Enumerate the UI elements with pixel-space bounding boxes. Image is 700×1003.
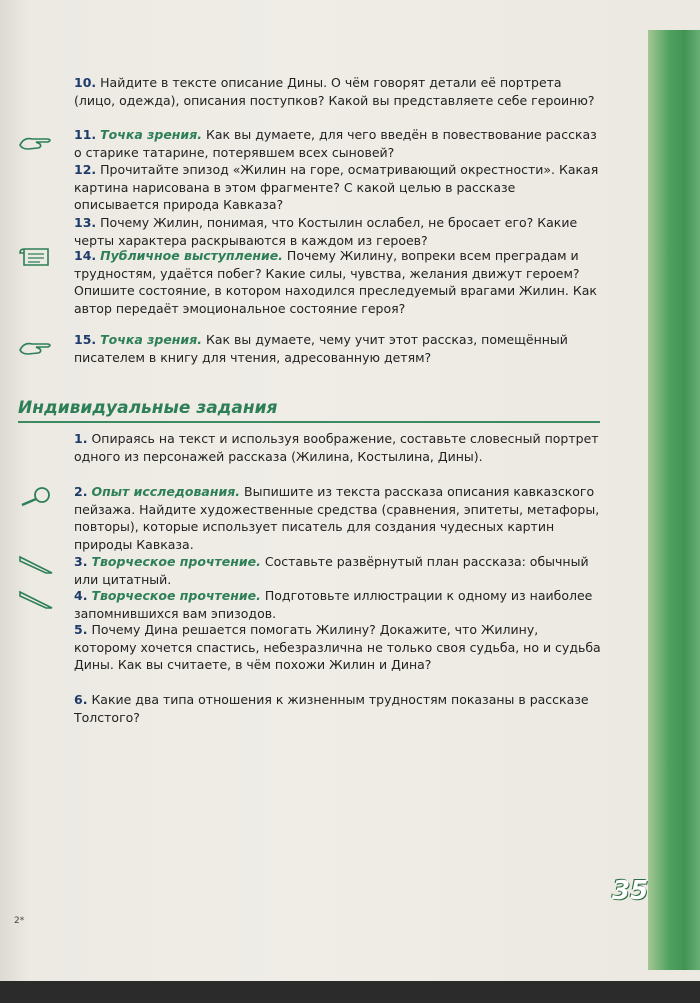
task-4: 4. Творческое прочтение. Подготовьте иллюстрации к одному из наиболее запомнившихся вам эпизодов.: [74, 588, 593, 621]
magnifier-icon: [18, 485, 54, 507]
task-6: 6. Какие два типа отношения к жизненным трудностям показаны в рассказе Толстого?: [74, 692, 589, 725]
question-14: 14. Публичное выступление. Почему Жилину, вопреки всем преградам и трудностям, удаётся побег? Какие силы, чувства, желания движут героем? Опишите состояние, в котором находился преследуемый врагами Жилин. Как автор передаёт эмоциональное состояние героя?: [74, 248, 597, 316]
section-divider: [18, 421, 600, 423]
task-1: 1. Опираясь на текст и используя воображение, составьте словесный портрет одного из персонажей рассказа (Жилина, Костылина, Дины).: [74, 431, 599, 464]
pencil-icon: [18, 588, 54, 610]
green-side-band: [648, 30, 700, 970]
hand-pointer-icon: [18, 336, 54, 358]
question-12: 12. Прочитайте эпизод «Жилин на горе, осматривающий окрестности». Какая картина нарисована в этом фрагменте? С какой целью в рассказе описывается природа Кавказа?: [74, 162, 599, 212]
hand-pointer-icon: [18, 131, 54, 153]
task-2: 2. Опыт исследования. Выпишите из текста рассказа описания кавказского пейзажа. Найдите художественные средства (сравнения, эпитеты, метафоры, повторы), которые использует писатель для создания чудесных картин природы Кавказа.: [74, 484, 600, 552]
question-11: 11. Точка зрения. Как вы думаете, для чего введён в повествование рассказ о старике татарине, потерявшем всех сыновей?: [74, 127, 597, 160]
page-number: 35: [612, 876, 649, 906]
task-5: 5. Почему Дина решается помогать Жилину? Докажите, что Жилину, которому хочется спастись, небезразлична не только своя судьба, но и судьба Дины. Как вы считаете, в чём похожи Жилин и Дина?: [74, 622, 601, 672]
question-15: 15. Точка зрения. Как вы думаете, чему учит этот рассказ, помещённый писателем в книгу для чтения, адресованную детям?: [74, 332, 568, 365]
page-bottom-edge: [0, 981, 700, 1003]
question-10: 10. Найдите в тексте описание Дины. О чём говорят детали её портрета (лицо, одежда), описания поступков? Какой вы представляете себе героиню?: [74, 75, 595, 108]
print-signature: 2*: [14, 916, 25, 926]
pencil-icon: [18, 553, 54, 575]
scroll-icon: [18, 246, 54, 268]
task-3: 3. Творческое прочтение. Составьте развёрнутый план рассказа: обычный или цитатный.: [74, 554, 589, 587]
question-13: 13. Почему Жилин, понимая, что Костылин ослабел, не бросает его? Какие черты характера раскрываются в каждом из героев?: [74, 215, 578, 248]
section-title: Индивидуальные задания: [18, 398, 278, 418]
